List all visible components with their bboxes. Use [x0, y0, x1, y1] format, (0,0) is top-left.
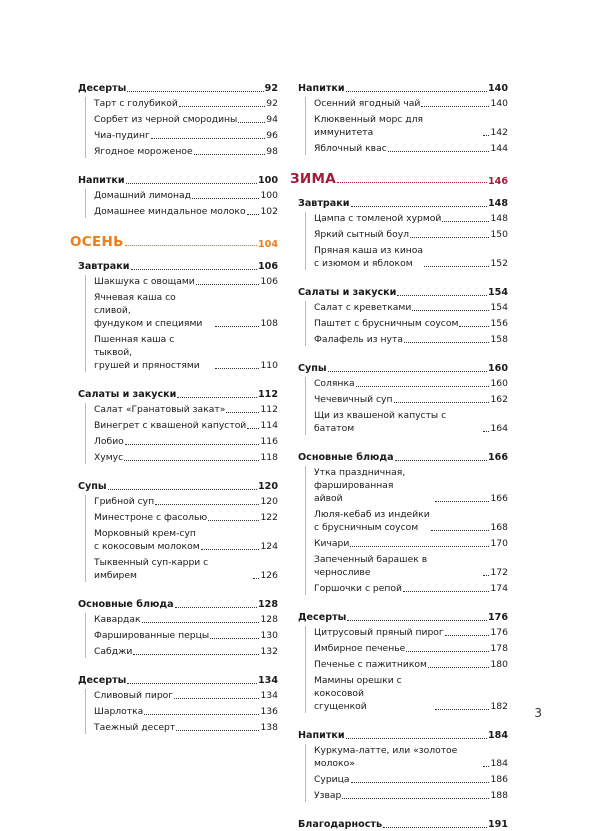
toc-entry[interactable]	[314, 377, 508, 390]
entry-title: Пшенная каша с тыквой, грушей и пряностями	[94, 334, 200, 371]
toc-entry[interactable]	[314, 228, 508, 241]
entry-list	[85, 275, 278, 372]
entry-title: Имбирное печенье	[314, 643, 406, 654]
entry-list	[85, 97, 278, 158]
dot-leader	[483, 135, 489, 136]
toc-entry[interactable]	[94, 129, 278, 142]
entry-page: 94	[266, 114, 278, 125]
toc-entry[interactable]	[94, 556, 278, 582]
dot-leader	[238, 122, 265, 123]
dot-leader	[144, 714, 259, 715]
entry-title: Горшочки с репой	[314, 583, 403, 594]
section-heading[interactable]	[298, 362, 508, 375]
section-title: Десерты	[78, 83, 127, 94]
dot-leader	[210, 638, 259, 639]
section-title: Завтраки	[78, 261, 130, 272]
entry-page: 172	[490, 567, 508, 578]
entry-title: Домашний лимонад	[94, 190, 192, 201]
dot-leader	[406, 651, 489, 652]
entry-title: Люля-кебаб из индейки с брусничным соусом	[314, 509, 430, 533]
dot-leader	[351, 206, 487, 207]
toc-section	[298, 82, 508, 155]
entry-title: Ягодное мороженое	[94, 146, 193, 157]
entry-page: 122	[260, 512, 278, 523]
section-page: 166	[487, 452, 508, 463]
dot-leader	[428, 667, 490, 668]
entry-page: 168	[490, 522, 508, 533]
entry-page: 92	[266, 98, 278, 109]
entry-page: 148	[490, 213, 508, 224]
section-heading[interactable]	[78, 480, 278, 493]
dot-leader	[127, 683, 257, 684]
toc-section	[298, 451, 508, 595]
section-title: Напитки	[298, 730, 345, 741]
section-heading[interactable]	[298, 451, 508, 464]
section-page: 112	[257, 389, 278, 400]
toc-entry[interactable]	[94, 113, 278, 126]
entry-page: 128	[260, 614, 278, 625]
section-page: 140	[487, 83, 508, 94]
toc-entry[interactable]	[94, 333, 278, 372]
entry-page: 96	[266, 130, 278, 141]
entry-title: Цитрусовый пряный пирог	[314, 627, 444, 638]
entry-title: Кавардак	[94, 614, 141, 625]
entry-title: Щи из квашеной капусты с бататом	[314, 410, 447, 434]
entry-page: 186	[490, 774, 508, 785]
entry-title: Грибной суп	[94, 496, 155, 507]
entry-page: 118	[260, 452, 278, 463]
section-page: 148	[487, 198, 508, 209]
section-title: Напитки	[78, 175, 125, 186]
entry-title: Домашнее миндальное молоко	[94, 206, 246, 217]
entry-title: Чечевичный суп	[314, 394, 393, 405]
entry-page: 160	[490, 378, 508, 389]
entry-title: Сливовый пирог	[94, 690, 174, 701]
dot-leader	[342, 798, 489, 799]
entry-page: 156	[490, 318, 508, 329]
entry-list	[305, 212, 508, 270]
section-title: Напитки	[298, 83, 345, 94]
section-heading[interactable]	[78, 388, 278, 401]
section-heading[interactable]	[78, 598, 278, 611]
dot-leader	[126, 183, 257, 184]
entry-page: 158	[490, 334, 508, 345]
dot-leader	[247, 214, 260, 215]
section-page: 92	[264, 83, 278, 94]
season-heading-winter[interactable]	[290, 171, 508, 187]
season-page: 104	[257, 239, 278, 250]
entry-page: 188	[490, 790, 508, 801]
toc-entry[interactable]	[94, 97, 278, 110]
toc-entry[interactable]	[94, 189, 278, 202]
entry-page: 170	[490, 538, 508, 549]
entry-title: Таежный десерт	[94, 722, 176, 733]
dot-leader	[346, 91, 487, 92]
toc-entry[interactable]	[94, 527, 278, 553]
entry-title: Тыквенный суп-карри с имбирем	[94, 557, 209, 581]
dot-leader	[194, 154, 266, 155]
dot-leader	[412, 310, 489, 311]
toc-entry[interactable]	[94, 451, 278, 464]
entry-page: 166	[490, 493, 508, 504]
entry-list	[305, 377, 508, 435]
dot-leader	[351, 782, 490, 783]
toc-section	[298, 729, 508, 802]
toc-entry[interactable]	[94, 613, 278, 626]
acknowledgements-page: 191	[487, 819, 508, 830]
toc-right-column	[290, 82, 508, 831]
entry-title: Осенний ягодный чай	[314, 98, 421, 109]
section-page: 106	[257, 261, 278, 272]
toc-section	[298, 286, 508, 346]
entry-page: 108	[260, 318, 278, 329]
toc-entry[interactable]	[314, 508, 508, 534]
toc-section	[298, 611, 508, 713]
dot-leader	[442, 221, 489, 222]
dot-leader	[201, 549, 260, 550]
entry-title: Винегрет с квашеной капустой	[94, 420, 247, 431]
section-title: Салаты и закуски	[298, 287, 397, 298]
dot-leader	[108, 489, 257, 490]
entry-list	[85, 689, 278, 734]
entry-list	[85, 495, 278, 582]
acknowledgements-entry[interactable]	[298, 818, 508, 831]
toc-entry[interactable]	[314, 674, 508, 713]
dot-leader	[127, 91, 263, 92]
toc-section	[78, 598, 278, 658]
dot-leader	[177, 397, 257, 398]
toc-entry[interactable]	[94, 205, 278, 218]
dot-leader	[410, 237, 489, 238]
toc-entry[interactable]	[94, 511, 278, 524]
entry-title: Ячневая каша со сливой, фундуком и специями	[94, 292, 203, 329]
toc-entry[interactable]	[314, 113, 508, 139]
entry-title: Солянка	[314, 378, 355, 389]
section-heading[interactable]	[298, 729, 508, 742]
dot-leader	[347, 620, 487, 621]
section-page: 176	[487, 612, 508, 623]
entry-list	[85, 189, 278, 218]
entry-title: Пряная каша из киноа с изюмом и яблоком	[314, 245, 424, 269]
entry-page: 106	[260, 276, 278, 287]
section-heading[interactable]	[78, 174, 278, 187]
dot-leader	[421, 106, 489, 107]
entry-list	[305, 744, 508, 802]
toc-section	[78, 388, 278, 464]
section-title: Завтраки	[298, 198, 350, 209]
entry-page: 154	[490, 302, 508, 313]
dot-leader	[459, 326, 489, 327]
season-title: ОСЕНЬ	[70, 234, 124, 250]
toc-entry[interactable]	[94, 403, 278, 416]
entry-list	[85, 613, 278, 658]
entry-title: Морковный крем-суп с кокосовым молоком	[94, 528, 200, 552]
dot-leader	[179, 106, 265, 107]
entry-title: Утка праздничная, фаршированная айвой	[314, 467, 406, 504]
season-page: 146	[487, 176, 508, 187]
toc-entry[interactable]	[314, 773, 508, 786]
entry-page: 164	[490, 423, 508, 434]
dot-leader	[403, 591, 489, 592]
entry-title: Хумус	[94, 452, 124, 463]
entry-page: 124	[260, 541, 278, 552]
entry-page: 152	[490, 258, 508, 269]
toc-entry[interactable]	[314, 97, 508, 110]
dot-leader	[404, 342, 489, 343]
entry-page: 134	[260, 690, 278, 701]
dot-leader	[125, 245, 257, 246]
dot-leader	[435, 501, 489, 502]
section-heading[interactable]	[298, 611, 508, 624]
dot-leader	[395, 460, 487, 461]
toc-entry[interactable]	[94, 495, 278, 508]
entry-title: Кичари	[314, 538, 350, 549]
dot-leader	[435, 709, 489, 710]
section-page: 154	[487, 287, 508, 298]
section-heading[interactable]	[78, 674, 278, 687]
page-number: 3	[534, 706, 542, 720]
dot-leader	[174, 698, 259, 699]
toc-section	[78, 260, 278, 372]
entry-page: 130	[260, 630, 278, 641]
entry-title: Лобио	[94, 436, 124, 447]
toc-entry[interactable]	[314, 744, 508, 770]
entry-title: Салат с креветками	[314, 302, 412, 313]
toc-entry[interactable]	[314, 626, 508, 639]
toc-entry[interactable]	[314, 658, 508, 671]
entry-title: Чиа-пудинг	[94, 130, 150, 141]
entry-title: Яблочный квас	[314, 143, 387, 154]
dot-leader	[125, 444, 260, 445]
entry-title: Шакшука с овощами	[94, 276, 195, 287]
entry-page: 132	[260, 646, 278, 657]
entry-title: Печенье с пажитником	[314, 659, 427, 670]
entry-title: Фалафель из нута	[314, 334, 403, 345]
toc-entry[interactable]	[314, 466, 508, 505]
section-title: Супы	[298, 363, 327, 374]
dot-leader	[328, 371, 487, 372]
entry-page: 144	[490, 143, 508, 154]
entry-page: 114	[260, 420, 278, 431]
entry-page: 116	[260, 436, 278, 447]
entry-title: Фаршированные перцы	[94, 630, 210, 641]
dot-leader	[124, 460, 259, 461]
toc-left-column	[70, 82, 278, 750]
entry-page: 150	[490, 229, 508, 240]
season-heading-autumn[interactable]	[70, 234, 278, 250]
entry-title: Минестроне с фасолью	[94, 512, 208, 523]
entry-title: Салат «Гранатовый закат»	[94, 404, 226, 415]
entry-page: 176	[490, 627, 508, 638]
section-title: Супы	[78, 481, 107, 492]
dot-leader	[151, 138, 265, 139]
acknowledgements-title: Благодарность	[298, 819, 383, 830]
toc-section	[78, 480, 278, 582]
entry-page: 184	[490, 758, 508, 769]
toc-entry[interactable]	[314, 212, 508, 225]
toc-entry[interactable]	[94, 435, 278, 448]
toc-entry[interactable]	[94, 291, 278, 330]
section-title: Десерты	[298, 612, 347, 623]
toc-entry[interactable]	[314, 393, 508, 406]
section-page: 120	[257, 481, 278, 492]
dot-leader	[175, 607, 257, 608]
toc-entry[interactable]	[94, 645, 278, 658]
section-title: Десерты	[78, 675, 127, 686]
entry-page: 182	[490, 701, 508, 712]
entry-title: Цампа с томленой хурмой	[314, 213, 442, 224]
dot-leader	[142, 622, 260, 623]
entry-page: 142	[490, 127, 508, 138]
dot-leader	[253, 578, 259, 579]
entry-page: 98	[266, 146, 278, 157]
toc-entry[interactable]	[314, 142, 508, 155]
entry-list	[305, 466, 508, 595]
entry-title: Сурица	[314, 774, 350, 785]
section-heading[interactable]	[298, 286, 508, 299]
toc-entry[interactable]	[94, 145, 278, 158]
dot-leader	[337, 182, 487, 183]
dot-leader	[131, 269, 257, 270]
toc-entry[interactable]	[314, 582, 508, 595]
toc-section	[78, 674, 278, 734]
season-title: ЗИМА	[290, 171, 336, 187]
toc-entry[interactable]	[314, 244, 508, 270]
entry-title: Яркий сытный боул	[314, 229, 410, 240]
dot-leader	[155, 504, 259, 505]
entry-page: 174	[490, 583, 508, 594]
section-page: 134	[257, 675, 278, 686]
entry-list	[305, 97, 508, 155]
dot-leader	[133, 654, 259, 655]
dot-leader	[176, 730, 259, 731]
toc-entry[interactable]	[314, 642, 508, 655]
section-heading[interactable]	[78, 260, 278, 273]
entry-title: Сабджи	[94, 646, 133, 657]
section-page: 160	[487, 363, 508, 374]
section-title: Основные блюда	[78, 599, 174, 610]
toc-entry[interactable]	[314, 553, 508, 579]
toc-entry[interactable]	[94, 705, 278, 718]
toc-entry[interactable]	[314, 317, 508, 330]
dot-leader	[196, 284, 260, 285]
dot-leader	[483, 575, 489, 576]
entry-page: 162	[490, 394, 508, 405]
entry-title: Клюквенный морс для иммунитета	[314, 114, 424, 138]
entry-title: Куркума-латте, или «золотое молоко»	[314, 745, 458, 769]
section-heading[interactable]	[298, 82, 508, 95]
section-page: 128	[257, 599, 278, 610]
entry-list	[305, 301, 508, 346]
toc-entry[interactable]	[314, 301, 508, 314]
dot-leader	[388, 151, 490, 152]
entry-title: Запеченный барашек в черносливе	[314, 554, 428, 578]
entry-page: 178	[490, 643, 508, 654]
entry-page: 140	[490, 98, 508, 109]
dot-leader	[350, 546, 489, 547]
section-title: Салаты и закуски	[78, 389, 177, 400]
dot-leader	[215, 368, 259, 369]
entry-page: 180	[490, 659, 508, 670]
toc-entry[interactable]	[314, 333, 508, 346]
toc-entry[interactable]	[94, 689, 278, 702]
toc-section	[298, 362, 508, 435]
entry-title: Шарлотка	[94, 706, 144, 717]
dot-leader	[483, 766, 489, 767]
section-page: 184	[487, 730, 508, 741]
dot-leader	[397, 295, 487, 296]
dot-leader	[208, 520, 259, 521]
toc-entry[interactable]	[94, 721, 278, 734]
toc-section	[78, 82, 278, 158]
entry-list	[85, 403, 278, 464]
dot-leader	[483, 431, 489, 432]
dot-leader	[356, 386, 490, 387]
entry-title: Тарт с голубикой	[94, 98, 178, 109]
toc-section	[78, 174, 278, 218]
dot-leader	[424, 266, 489, 267]
entry-page: 100	[260, 190, 278, 201]
toc-entry[interactable]	[314, 409, 508, 435]
entry-title: Паштет с брусничным соусом	[314, 318, 459, 329]
toc-entry[interactable]	[94, 629, 278, 642]
entry-page: 126	[260, 570, 278, 581]
dot-leader	[226, 412, 259, 413]
toc-entry[interactable]	[94, 275, 278, 288]
dot-leader	[247, 428, 259, 429]
entry-page: 112	[260, 404, 278, 415]
dot-leader	[445, 635, 490, 636]
dot-leader	[431, 530, 490, 531]
entry-page: 138	[260, 722, 278, 733]
toc-entry[interactable]	[314, 789, 508, 802]
section-page: 100	[257, 175, 278, 186]
dot-leader	[346, 738, 487, 739]
dot-leader	[215, 326, 259, 327]
section-title: Основные блюда	[298, 452, 394, 463]
entry-title: Узвар	[314, 790, 342, 801]
section-heading[interactable]	[298, 197, 508, 210]
toc-entry[interactable]	[314, 537, 508, 550]
toc-section	[298, 197, 508, 270]
entry-page: 110	[260, 360, 278, 371]
dot-leader	[383, 827, 487, 828]
section-heading[interactable]	[78, 82, 278, 95]
entry-title: Сорбет из черной смородины	[94, 114, 238, 125]
entry-list	[305, 626, 508, 713]
entry-title: Мамины орешки с кокосовой сгущенкой	[314, 675, 402, 712]
entry-page: 102	[260, 206, 278, 217]
dot-leader	[192, 198, 259, 199]
dot-leader	[394, 402, 490, 403]
entry-page: 120	[260, 496, 278, 507]
entry-page: 136	[260, 706, 278, 717]
toc-entry[interactable]	[94, 419, 278, 432]
